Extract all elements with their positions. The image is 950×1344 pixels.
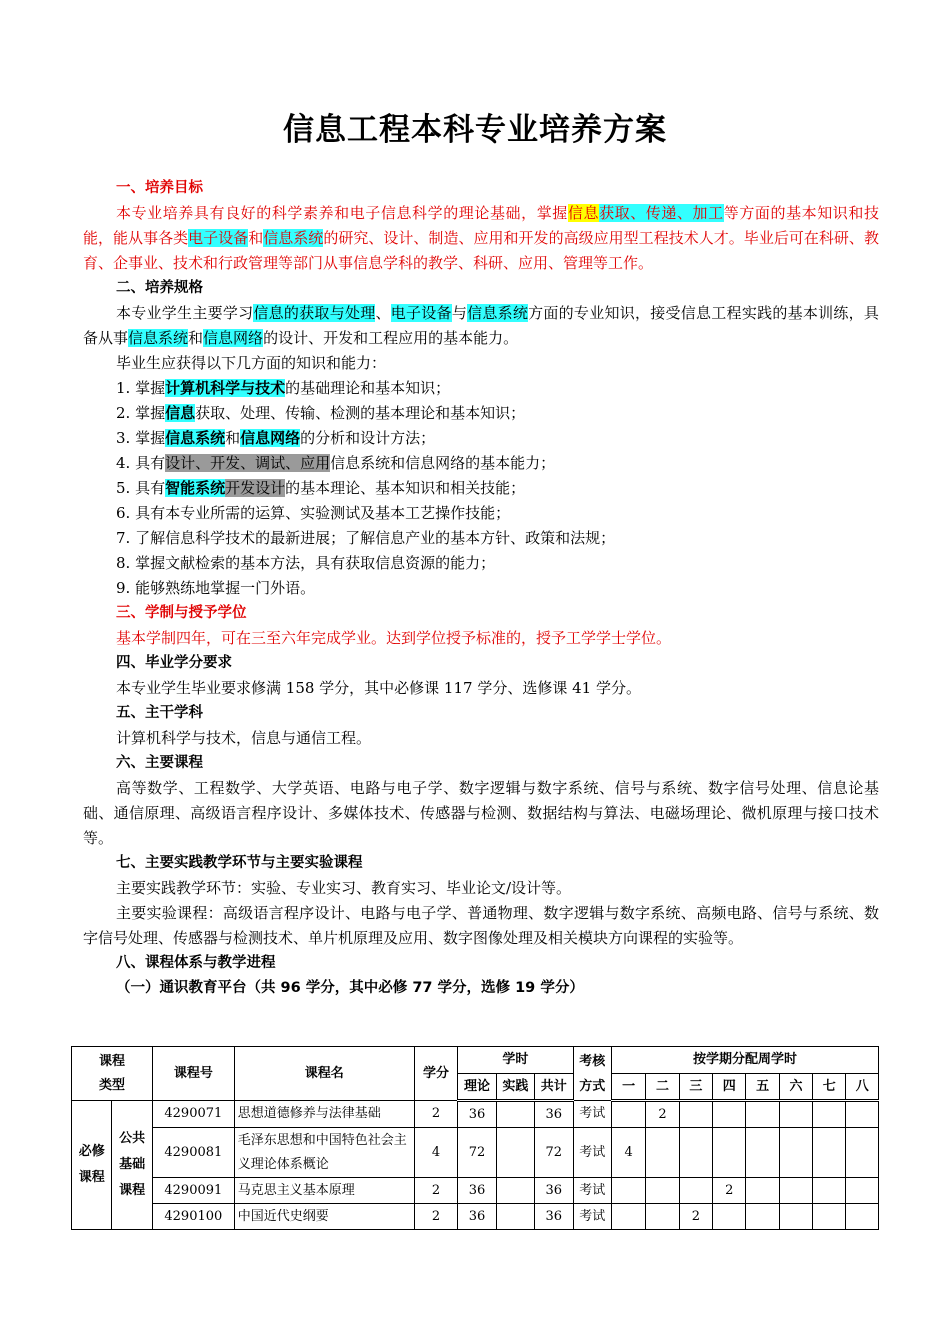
text-run: 的设计、开发和工程应用的基本能力。 bbox=[263, 329, 519, 347]
cell-sem bbox=[779, 1101, 812, 1128]
cell-sem: 2 bbox=[679, 1204, 712, 1230]
cell-theory: 72 bbox=[458, 1128, 496, 1178]
text-run: 1. 掌握 bbox=[116, 379, 166, 397]
text-run: 本专业培养具有良好的科学素养和电子信息科学的理论基础，掌握 bbox=[116, 204, 568, 222]
highlight-cyan: 信息网络 bbox=[240, 429, 301, 447]
cell-sem bbox=[713, 1101, 746, 1128]
category-required: 必修课程 bbox=[72, 1101, 112, 1230]
cell-sem: 4 bbox=[611, 1128, 645, 1178]
cell-credit: 4 bbox=[414, 1128, 457, 1178]
cell-name: 中国近代史纲要 bbox=[234, 1204, 414, 1230]
text-run: 获取、处理、传输、检测的基本理论和基本知识； bbox=[195, 404, 526, 422]
cell-exam: 考试 bbox=[573, 1128, 611, 1178]
header-practice: 实践 bbox=[496, 1074, 534, 1101]
highlight-cyan: 信息系统 bbox=[165, 429, 226, 447]
section-heading-practice: 七、主要实践教学环节与主要实验课程 bbox=[116, 855, 363, 871]
ability-item-9: 9. 能够熟练地掌握一门外语。 bbox=[116, 579, 316, 597]
ability-item-6: 6. 具有本专业所需的运算、实验测试及基本工艺操作技能； bbox=[116, 504, 511, 522]
header-weekly-hours: 按学期分配周学时 bbox=[611, 1047, 878, 1074]
ability-item-4 bbox=[83, 451, 879, 476]
cell-exam: 考试 bbox=[573, 1178, 611, 1204]
ability-item-8: 8. 掌握文献检索的基本方法，具有获取信息资源的能力； bbox=[116, 554, 496, 572]
header-semester-7: 七 bbox=[813, 1074, 846, 1101]
curriculum-table bbox=[71, 1046, 879, 1230]
header-credit: 学分 bbox=[414, 1047, 457, 1101]
text-run: 等方面的基本知识和技能，能从事各类 bbox=[83, 204, 879, 247]
text-run: 的分析和设计方法； bbox=[300, 429, 436, 447]
text-run: 2. 掌握 bbox=[116, 404, 166, 422]
cell-sem bbox=[746, 1204, 779, 1230]
highlight-cyan: 信息的获取与处理 bbox=[253, 304, 376, 322]
cell-sem bbox=[779, 1128, 812, 1178]
highlight-cyan: 信息 bbox=[165, 404, 196, 422]
cell-sem bbox=[779, 1204, 812, 1230]
abilities-intro: 毕业生应获得以下几方面的知识和能力： bbox=[116, 354, 387, 372]
text-run: 和 bbox=[225, 429, 241, 447]
ability-item-1 bbox=[83, 376, 879, 401]
specifications-paragraph bbox=[83, 301, 879, 351]
section-heading-objectives: 一、培养目标 bbox=[116, 180, 203, 196]
table-row bbox=[72, 1101, 879, 1128]
cell-total: 36 bbox=[535, 1101, 573, 1128]
highlight-cyan: 智能系统 bbox=[165, 479, 226, 497]
cell-sem bbox=[646, 1204, 679, 1230]
text-run: 的基础理论和基本知识； bbox=[285, 379, 451, 397]
category-public-basic: 公共基础课程 bbox=[112, 1101, 152, 1230]
objectives-paragraph bbox=[83, 201, 879, 276]
cell-sem bbox=[679, 1101, 712, 1128]
cell-sem bbox=[713, 1204, 746, 1230]
credits-paragraph: 本专业学生毕业要求修满 158 学分，其中必修课 117 学分、选修课 41 学分。 bbox=[116, 679, 641, 697]
text-run: 的研究、设计、制造、应用和开发的高级应用型工程技术人才。毕业后可在科研、教育、企事业、技术和行政管理等部门从事信息学科的教学、科研、应用、管理等工作。 bbox=[83, 229, 879, 272]
cell-sem bbox=[646, 1128, 679, 1178]
ability-item-5 bbox=[83, 476, 879, 501]
cell-sem bbox=[679, 1128, 712, 1178]
cell-sem bbox=[746, 1128, 779, 1178]
cell-name: 马克思主义基本原理 bbox=[234, 1178, 414, 1204]
header-course-code: 课程号 bbox=[152, 1047, 234, 1101]
cell-sem bbox=[813, 1204, 846, 1230]
text-run: 和 bbox=[188, 329, 204, 347]
header-semester-8: 八 bbox=[846, 1074, 879, 1101]
highlight-gray: 设计、开发、调试、应用 bbox=[165, 454, 331, 472]
highlight-cyan: 计算机科学与技术 bbox=[165, 379, 286, 397]
highlight-cyan: 信息系统 bbox=[128, 329, 189, 347]
cell-code: 4290091 bbox=[152, 1178, 234, 1204]
text-run: 的基本理论、基本知识和相关技能； bbox=[285, 479, 526, 497]
experiments-paragraph: 主要实验课程：高级语言程序设计、电路与电子学、普通物理、数字逻辑与数字系统、高频电路、信号与系统、数字信号处理、传感器与检测技术、单片机原理及应用、数字图像处理及相关模块方向课程的实验等。 bbox=[83, 904, 879, 947]
cell-exam: 考试 bbox=[573, 1204, 611, 1230]
header-total: 共计 bbox=[535, 1074, 573, 1101]
header-course-type: 课程类型 bbox=[72, 1047, 153, 1101]
text-run: 3. 掌握 bbox=[116, 429, 166, 447]
section-heading-duration: 三、学制与授予学位 bbox=[116, 605, 247, 621]
cell-sem bbox=[846, 1204, 879, 1230]
courses-paragraph: 高等数学、工程数学、大学英语、电路与电子学、数字逻辑与数字系统、信号与系统、数字信号处理、信息论基础、通信原理、高级语言程序设计、多媒体技术、传感器与检测、数据结构与算法、电磁场理论、微机原理与接口技术等。 bbox=[83, 779, 879, 847]
cell-sem bbox=[813, 1101, 846, 1128]
highlight-cyan: 信息系统 bbox=[263, 229, 324, 247]
table-row bbox=[72, 1178, 879, 1204]
text-run: 、 bbox=[375, 304, 391, 322]
cell-credit: 2 bbox=[414, 1178, 457, 1204]
cell-sem bbox=[611, 1101, 645, 1128]
highlight-cyan: 获取、传递、加工 bbox=[599, 204, 724, 222]
cell-practice bbox=[496, 1128, 534, 1178]
text-run: 方面的专业知识，接受信息工程实践的基本训练，具备从事 bbox=[83, 304, 879, 347]
header-semester-6: 六 bbox=[779, 1074, 812, 1101]
cell-practice bbox=[496, 1204, 534, 1230]
cell-sem: 2 bbox=[646, 1101, 679, 1128]
disciplines-paragraph: 计算机科学与技术，信息与通信工程。 bbox=[116, 729, 372, 747]
section-heading-credits: 四、毕业学分要求 bbox=[116, 655, 232, 671]
highlight-cyan: 信息系统 bbox=[467, 304, 529, 322]
text-run: 和 bbox=[248, 229, 264, 247]
cell-sem bbox=[611, 1178, 645, 1204]
header-theory: 理论 bbox=[458, 1074, 496, 1101]
header-semester-2: 二 bbox=[646, 1074, 679, 1101]
cell-sem bbox=[846, 1101, 879, 1128]
section-heading-curriculum: 八、课程体系与教学进程 bbox=[116, 955, 276, 971]
highlight-cyan: 电子设备 bbox=[390, 304, 452, 322]
ability-item-7: 7. 了解信息科学技术的最新进展；了解信息产业的基本方针、政策和法规； bbox=[116, 529, 616, 547]
cell-sem bbox=[746, 1178, 779, 1204]
cell-sem: 2 bbox=[713, 1178, 746, 1204]
section-heading-disciplines: 五、主干学科 bbox=[116, 705, 203, 721]
text-run: 4. 具有 bbox=[116, 454, 166, 472]
cell-code: 4290071 bbox=[152, 1101, 234, 1128]
text-run: 信息系统和信息网络的基本能力； bbox=[330, 454, 556, 472]
text-run: 与 bbox=[451, 304, 468, 322]
highlight-cyan: 电子设备 bbox=[188, 229, 249, 247]
document-body bbox=[83, 176, 879, 1001]
header-semester-3: 三 bbox=[679, 1074, 712, 1101]
highlight-gray: 开发设计 bbox=[225, 479, 286, 497]
cell-code: 4290081 bbox=[152, 1128, 234, 1178]
cell-practice bbox=[496, 1178, 534, 1204]
ability-item-3 bbox=[83, 426, 879, 451]
highlight-yellow: 信息 bbox=[567, 204, 600, 222]
ability-item-2 bbox=[83, 401, 879, 426]
cell-total: 72 bbox=[535, 1128, 573, 1178]
header-course-name: 课程名 bbox=[234, 1047, 414, 1101]
cell-total: 36 bbox=[535, 1178, 573, 1204]
cell-sem bbox=[746, 1101, 779, 1128]
cell-practice bbox=[496, 1101, 534, 1128]
cell-credit: 2 bbox=[414, 1204, 457, 1230]
table-row bbox=[72, 1204, 879, 1230]
cell-sem bbox=[846, 1178, 879, 1204]
table-row bbox=[72, 1128, 879, 1178]
text-run: 5. 具有 bbox=[116, 479, 166, 497]
header-semester-1: 一 bbox=[611, 1074, 645, 1101]
cell-sem bbox=[713, 1128, 746, 1178]
cell-sem bbox=[779, 1178, 812, 1204]
subsection-heading-general: （一）通识教育平台（共 96 学分，其中必修 77 学分，选修 19 学分） bbox=[116, 980, 584, 996]
cell-name: 毛泽东思想和中国特色社会主义理论体系概论 bbox=[234, 1128, 414, 1178]
cell-sem bbox=[611, 1204, 645, 1230]
highlight-cyan: 信息网络 bbox=[203, 329, 264, 347]
cell-sem bbox=[813, 1178, 846, 1204]
section-heading-courses: 六、主要课程 bbox=[116, 755, 203, 771]
cell-total: 36 bbox=[535, 1204, 573, 1230]
header-hours: 学时 bbox=[458, 1047, 573, 1074]
cell-theory: 36 bbox=[458, 1178, 496, 1204]
cell-name: 思想道德修养与法律基础 bbox=[234, 1101, 414, 1128]
document-title: 信息工程本科专业培养方案 bbox=[283, 112, 667, 148]
cell-sem bbox=[813, 1128, 846, 1178]
header-exam-method: 考核方式 bbox=[573, 1047, 611, 1101]
cell-sem bbox=[646, 1178, 679, 1204]
cell-sem bbox=[679, 1178, 712, 1204]
cell-theory: 36 bbox=[458, 1204, 496, 1230]
header-semester-5: 五 bbox=[746, 1074, 779, 1101]
cell-exam: 考试 bbox=[573, 1101, 611, 1128]
cell-theory: 36 bbox=[458, 1101, 496, 1128]
section-heading-specifications: 二、培养规格 bbox=[116, 280, 203, 296]
text-run: 本专业学生主要学习 bbox=[116, 304, 254, 322]
practice-paragraph: 主要实践教学环节：实验、专业实习、教育实习、毕业论文/设计等。 bbox=[116, 879, 572, 897]
header-semester-4: 四 bbox=[713, 1074, 746, 1101]
duration-paragraph: 基本学制四年，可在三至六年完成学业。达到学位授予标准的，授予工学学士学位。 bbox=[116, 629, 672, 647]
cell-code: 4290100 bbox=[152, 1204, 234, 1230]
cell-sem bbox=[846, 1128, 879, 1178]
cell-credit: 2 bbox=[414, 1101, 457, 1128]
